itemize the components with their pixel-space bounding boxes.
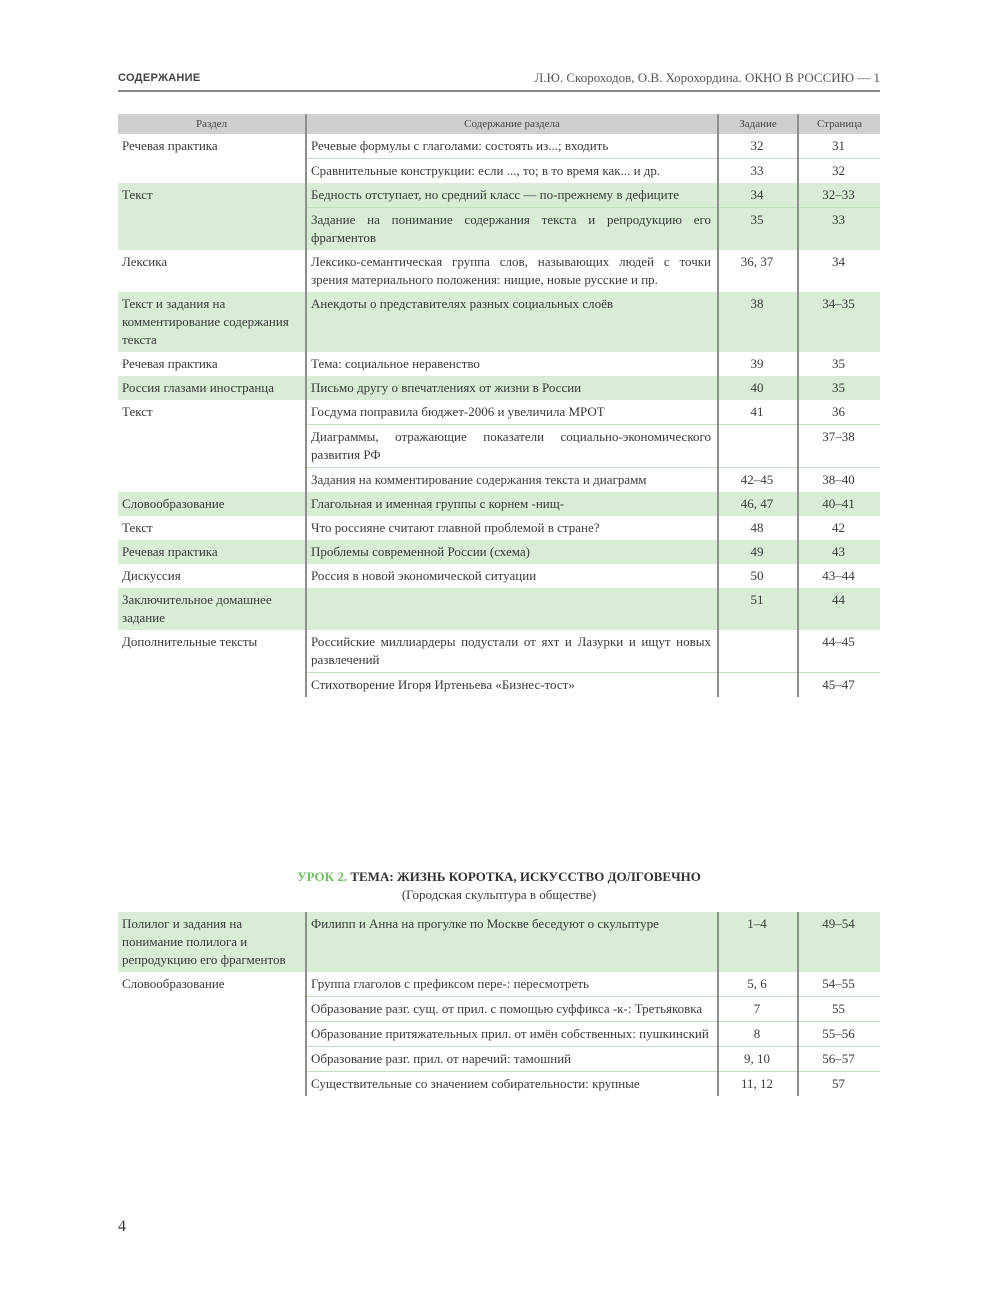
row-page: 42	[798, 516, 880, 540]
row-page: 44–45	[798, 630, 880, 673]
row-content: Сравнительные конструкции: если ..., то; в то время как... и др.	[306, 159, 718, 184]
row-page: 32–33	[798, 183, 880, 208]
row-task: 49	[718, 540, 798, 564]
row-page: 43–44	[798, 564, 880, 588]
table-row	[118, 540, 880, 564]
row-content: Российские миллиардеры подустали от яхт и Лазурки и ищут новых развлечений	[306, 630, 718, 673]
row-content: Задания на комментирование содержания текста и диаграмм	[306, 468, 718, 493]
row-section: Речевая практика	[118, 540, 306, 564]
row-content: Стихотворение Игоря Иртеньева «Бизнес-тост»	[306, 673, 718, 698]
row-page: 57	[798, 1072, 880, 1097]
row-task: 48	[718, 516, 798, 540]
row-content: Россия в новой экономической ситуации	[306, 564, 718, 588]
row-section: Дополнительные тексты	[122, 634, 258, 649]
table-row	[118, 376, 880, 400]
table-row	[118, 1047, 880, 1072]
col-header-content: Содержание раздела	[306, 114, 718, 134]
table-row	[118, 468, 880, 493]
row-task	[718, 425, 798, 468]
contents-table-part2	[118, 912, 880, 1096]
row-page: 49–54	[798, 912, 880, 972]
row-page: 54–55	[798, 972, 880, 997]
table-row	[118, 183, 880, 208]
row-section	[118, 1022, 306, 1047]
row-section: Дискуссия	[122, 568, 181, 583]
row-section: Словообразование	[118, 492, 306, 516]
row-section: Речевая практика	[122, 138, 218, 153]
row-task	[718, 630, 798, 673]
row-section: Текст	[122, 520, 153, 535]
row-section	[118, 468, 306, 493]
col-header-page: Страница	[798, 114, 880, 134]
row-page: 36	[798, 400, 880, 425]
row-task: 1–4	[718, 912, 798, 972]
row-section: Текст	[122, 404, 153, 419]
row-content: Проблемы современной России (схема)	[306, 540, 718, 564]
col-header-section: Раздел	[118, 114, 306, 134]
row-task: 36, 37	[718, 250, 798, 292]
row-section	[118, 1072, 306, 1097]
row-page: 35	[798, 352, 880, 376]
row-content: Образование разг. прил. от наречий: тамошний	[306, 1047, 718, 1072]
running-title: Л.Ю. Скороходов, О.В. Хорохордина. ОКНО В РОССИЮ — 1	[534, 70, 880, 85]
row-section: Речевая практика	[122, 356, 218, 371]
row-section	[118, 1047, 306, 1072]
row-page: 43	[798, 540, 880, 564]
row-page: 56–57	[798, 1047, 880, 1072]
row-section	[118, 159, 306, 184]
table-row	[118, 1072, 880, 1097]
row-task: 32	[718, 134, 798, 159]
table-row	[118, 208, 880, 251]
running-header	[118, 70, 880, 92]
row-page: 33	[798, 208, 880, 251]
table-row	[118, 630, 880, 673]
row-page: 40–41	[798, 492, 880, 516]
row-section	[118, 673, 306, 698]
table-row	[118, 972, 880, 997]
row-task	[718, 673, 798, 698]
row-task: 35	[718, 208, 798, 251]
lesson-heading	[118, 868, 880, 904]
table-row	[118, 425, 880, 468]
row-task: 50	[718, 564, 798, 588]
row-task: 34	[718, 183, 798, 208]
section-label: СОДЕРЖАНИЕ	[118, 72, 201, 84]
row-content: Образование притяжательных прил. от имён собственных: пушкинский	[306, 1022, 718, 1047]
row-content	[306, 588, 718, 630]
row-page: 37–38	[798, 425, 880, 468]
row-content: Задание на понимание содержания текста и репродукцию его фрагментов	[306, 208, 718, 251]
row-page: 44	[798, 588, 880, 630]
row-content: Анекдоты о представителях разных социальных слоёв	[306, 292, 718, 352]
table-header-row	[118, 114, 880, 134]
row-task: 42–45	[718, 468, 798, 493]
row-task: 33	[718, 159, 798, 184]
lesson-subtitle: (Городская скульптура в обществе)	[401, 887, 597, 902]
row-section: Полилог и задания на понимание полилога и репродукцию его фрагментов	[118, 912, 306, 972]
row-section	[118, 208, 306, 251]
table-row	[118, 1022, 880, 1047]
row-section	[118, 425, 306, 468]
table-row	[118, 159, 880, 184]
table-row	[118, 516, 880, 540]
table-row	[118, 250, 880, 292]
lesson-tag: УРОК 2.	[297, 869, 348, 884]
table-row	[118, 673, 880, 698]
row-section: Россия глазами иностранца	[118, 376, 306, 400]
row-content: Диаграммы, отражающие показатели социально-экономического развития РФ	[306, 425, 718, 468]
row-content: Госдума поправила бюджет-2006 и увеличила МРОТ	[306, 400, 718, 425]
row-task: 41	[718, 400, 798, 425]
row-section: Текст	[118, 183, 306, 208]
row-content: Письмо другу о впечатлениях от жизни в России	[306, 376, 718, 400]
row-page: 55	[798, 997, 880, 1022]
row-content: Группа глаголов с префиксом пере-: пересмотреть	[306, 972, 718, 997]
table-row	[118, 400, 880, 425]
row-task: 46, 47	[718, 492, 798, 516]
row-content: Речевые формулы с глаголами: состоять из...; входить	[306, 134, 718, 159]
row-section: Текст и задания на комментирование содержания текста	[118, 292, 306, 352]
row-content: Филипп и Анна на прогулке по Москве беседуют о скульптуре	[306, 912, 718, 972]
row-page: 34	[798, 250, 880, 292]
row-section: Заключительное домашнее задание	[118, 588, 306, 630]
contents-table-part1	[118, 114, 880, 697]
table-row	[118, 564, 880, 588]
table-row	[118, 292, 880, 352]
row-section: Лексика	[122, 254, 168, 269]
table-row	[118, 134, 880, 159]
row-page: 55–56	[798, 1022, 880, 1047]
row-task: 39	[718, 352, 798, 376]
row-task: 7	[718, 997, 798, 1022]
row-page: 35	[798, 376, 880, 400]
row-page: 45–47	[798, 673, 880, 698]
table-row	[118, 352, 880, 376]
row-task: 38	[718, 292, 798, 352]
row-content: Тема: социальное неравенство	[306, 352, 718, 376]
row-content: Бедность отступает, но средний класс — по-прежнему в дефиците	[306, 183, 718, 208]
row-section	[118, 997, 306, 1022]
row-task: 40	[718, 376, 798, 400]
row-content: Глагольная и именная группы с корнем -нищ-	[306, 492, 718, 516]
row-task: 11, 12	[718, 1072, 798, 1097]
row-page: 32	[798, 159, 880, 184]
row-content: Образование разг. сущ. от прил. с помощью суффикса -к-: Третьяковка	[306, 997, 718, 1022]
row-content: Лексико-семантическая группа слов, называющих людей с точки зрения материального положения: нищие, новые русские и пр.	[306, 250, 718, 292]
row-page: 38–40	[798, 468, 880, 493]
table-row	[118, 912, 880, 972]
row-page: 34–35	[798, 292, 880, 352]
table-row	[118, 997, 880, 1022]
row-page: 31	[798, 134, 880, 159]
row-task: 5, 6	[718, 972, 798, 997]
page-number: 4	[118, 1218, 126, 1235]
table-row	[118, 492, 880, 516]
row-task: 9, 10	[718, 1047, 798, 1072]
row-task: 8	[718, 1022, 798, 1047]
col-header-task: Задание	[718, 114, 798, 134]
lesson-title: ТЕМА: ЖИЗНЬ КОРОТКА, ИСКУССТВО ДОЛГОВЕЧНО	[350, 869, 701, 884]
row-section: Словообразование	[122, 976, 225, 991]
row-content: Что россияне считают главной проблемой в стране?	[306, 516, 718, 540]
row-task: 51	[718, 588, 798, 630]
row-content: Существительные со значением собирательности: крупные	[306, 1072, 718, 1097]
table-row	[118, 588, 880, 630]
